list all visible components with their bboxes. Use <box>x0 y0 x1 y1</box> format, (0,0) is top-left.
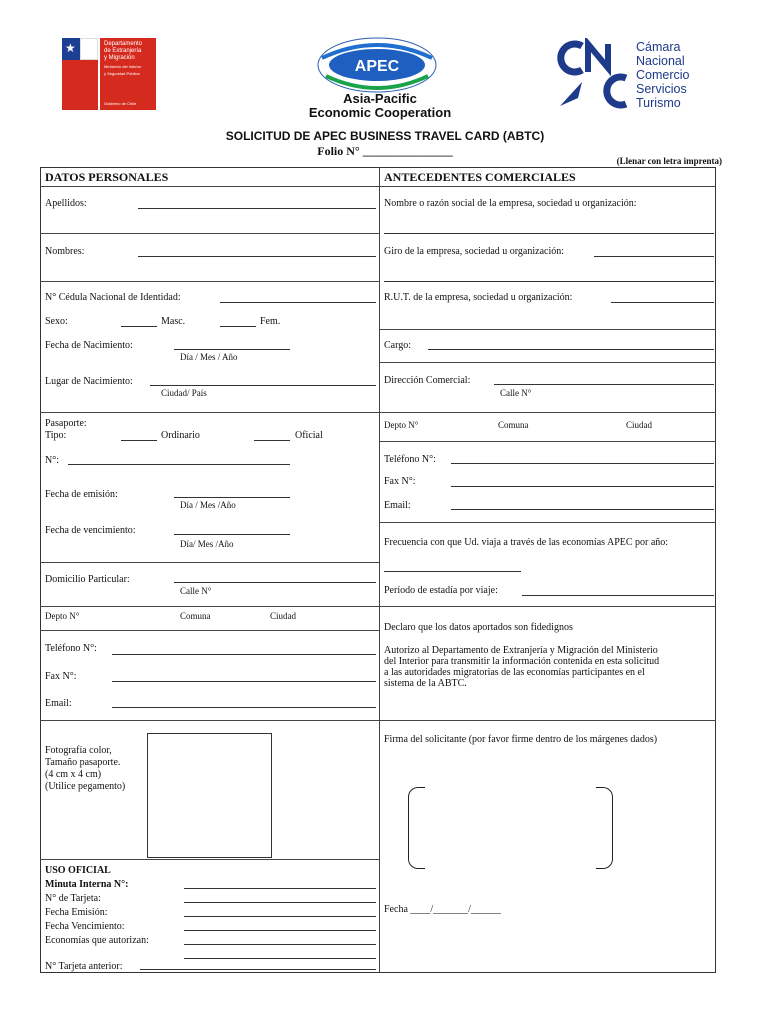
pasaporte-numero-input[interactable] <box>68 464 290 465</box>
masc-input[interactable] <box>121 326 157 327</box>
signature-bracket-right <box>596 787 613 869</box>
apec-mark: APEC <box>354 58 400 75</box>
divider <box>40 186 379 187</box>
direccion-label: Dirección Comercial: <box>384 375 471 386</box>
divider <box>379 606 716 607</box>
depto-label-left: Depto N° <box>45 611 80 621</box>
cnc-logo-text <box>636 40 690 110</box>
divider <box>379 522 716 523</box>
ordinario-label: Ordinario <box>161 430 200 441</box>
cedula-input[interactable] <box>220 302 376 303</box>
lugar-nacimiento-label: Lugar de Nacimiento: <box>45 376 133 387</box>
nombres-label: Nombres: <box>45 246 85 257</box>
fax-input-right[interactable] <box>451 486 714 487</box>
signature-area[interactable] <box>424 787 596 867</box>
ordinario-input[interactable] <box>121 440 157 441</box>
fecha-emision2-input[interactable] <box>184 916 376 917</box>
gob-footer: Gobierno de Chile <box>104 101 137 106</box>
gobierno-logo-text <box>100 38 156 110</box>
foto-line1: Fotografía color, <box>45 745 112 756</box>
nombre-empresa-label: Nombre o razón social de la empresa, sociedad u organización: <box>384 198 637 209</box>
giro-input-2[interactable] <box>384 281 714 282</box>
cargo-input[interactable] <box>428 349 714 350</box>
divider <box>40 859 379 860</box>
datos-personales-heading: DATOS PERSONALES <box>45 170 169 184</box>
print-note: (Llenar con letra imprenta) <box>616 156 722 166</box>
autorizo-line2: del Interior para transmitir la información contenida en esta solicitud <box>384 656 660 667</box>
telefono-input-left[interactable] <box>112 654 376 655</box>
giro-input[interactable] <box>594 256 714 257</box>
autorizo-line1: Autorizo al Departamento de Extranjería y Migración del Ministerio <box>384 645 658 656</box>
gob-line2: de Extranjería <box>104 48 142 54</box>
cargo-label: Cargo: <box>384 340 412 351</box>
divider <box>379 412 716 413</box>
pasaporte-label: Pasaporte: <box>45 418 87 429</box>
minuta-label: Minuta Interna N°: <box>45 879 129 890</box>
ciudad-label-left: Ciudad <box>270 611 296 621</box>
fax-label-right: Fax N°: <box>384 476 416 487</box>
divider <box>40 606 379 607</box>
divider <box>379 441 716 442</box>
lugar-nacimiento-input[interactable] <box>150 385 376 386</box>
comuna-label-right: Comuna <box>498 420 529 430</box>
apec-logo-icon <box>316 36 438 94</box>
domicilio-hint: Calle N° <box>180 586 212 596</box>
ciudad-label-right: Ciudad <box>626 420 652 430</box>
folio-field[interactable]: Folio N° _______________ <box>317 144 453 158</box>
gob-line4: Ministerio del Interior <box>104 64 142 69</box>
foto-line4: (Utilice pegamento) <box>45 781 126 792</box>
fecha-venc2-label: Fecha Vencimiento: <box>45 921 125 932</box>
fecha-nacimiento-input[interactable] <box>174 349 290 350</box>
firma-label: Firma del solicitante (por favor firme dentro de los márgenes dados) <box>384 734 658 745</box>
oficial-input[interactable] <box>254 440 290 441</box>
chile-flag-icon: ★ <box>62 38 98 110</box>
telefono-label-right: Teléfono N°: <box>384 454 436 465</box>
depto-label-right: Depto N° <box>384 420 419 430</box>
fecha-nacimiento-label: Fecha de Nacimiento: <box>45 340 133 351</box>
fax-label-left: Fax N°: <box>45 671 77 682</box>
divider <box>40 281 379 282</box>
signature-bracket-left <box>408 787 425 869</box>
economias-input-2[interactable] <box>184 958 376 959</box>
fecha-firma[interactable]: Fecha ____/_______/______ <box>384 904 501 915</box>
comuna-label-left: Comuna <box>180 611 211 621</box>
fecha-emision-hint: Día / Mes /Año <box>180 500 236 510</box>
apec-name-line2: Economic Cooperation <box>308 105 452 120</box>
rut-label: R.U.T. de la empresa, sociedad u organización: <box>384 292 573 303</box>
economias-label: Economías que autorizan: <box>45 935 149 946</box>
rut-input[interactable] <box>611 302 714 303</box>
fax-input-left[interactable] <box>112 681 376 682</box>
cnc-line: Comercio <box>636 68 690 82</box>
domicilio-input[interactable] <box>174 582 376 583</box>
nombre-empresa-input[interactable] <box>384 233 714 234</box>
cedula-label: N° Cédula Nacional de Identidad: <box>45 292 181 303</box>
gob-line1: Departamento <box>104 41 143 47</box>
apellidos-label: Apellidos: <box>45 198 87 209</box>
sexo-label: Sexo: <box>45 316 68 327</box>
apellidos-input[interactable] <box>138 208 376 209</box>
divider <box>40 630 379 631</box>
direccion-input[interactable] <box>494 384 714 385</box>
form-frame <box>40 167 716 973</box>
divider <box>379 362 716 363</box>
fecha-emision-label: Fecha de emisión: <box>45 489 118 500</box>
n-tarjeta-label: N° de Tarjeta: <box>45 893 101 904</box>
masc-label: Masc. <box>161 316 186 327</box>
email-input-right[interactable] <box>451 509 714 510</box>
fecha-venc2-input[interactable] <box>184 930 376 931</box>
tipo-label: Tipo: <box>45 430 67 441</box>
giro-label: Giro de la empresa, sociedad u organización: <box>384 246 565 257</box>
fecha-emision-input[interactable] <box>174 497 290 498</box>
fecha-emision2-label: Fecha Emisión: <box>45 907 108 918</box>
gob-line5: y Seguridad Pública <box>104 71 140 76</box>
direccion-hint: Calle N° <box>500 388 532 398</box>
email-label-left: Email: <box>45 698 72 709</box>
fecha-nacimiento-hint: Día / Mes / Año <box>180 352 238 362</box>
uso-oficial-heading: USO OFICIAL <box>45 865 111 876</box>
email-label-right: Email: <box>384 500 411 511</box>
divider <box>40 412 379 413</box>
email-input-left[interactable] <box>112 707 376 708</box>
cnc-mark: CNC <box>556 38 559 39</box>
domicilio-label: Domicilio Particular: <box>45 574 130 585</box>
divider <box>379 186 716 187</box>
declaro-text: Declaro que los datos aportados son fidedignos <box>384 622 573 633</box>
lugar-nacimiento-hint: Ciudad/ País <box>161 388 207 398</box>
cnc-line: Nacional <box>636 54 685 68</box>
frecuencia-label: Frecuencia con que Ud. viaja a través de las economías APEC por año: <box>384 537 669 548</box>
apec-name <box>300 92 460 120</box>
cnc-line: Turismo <box>636 96 681 110</box>
fem-input[interactable] <box>220 326 256 327</box>
telefono-label-left: Teléfono N°: <box>45 643 97 654</box>
foto-line3: (4 cm x 4 cm) <box>45 769 102 780</box>
minuta-input[interactable] <box>184 888 376 889</box>
fecha-vencimiento-hint: Día/ Mes /Año <box>180 539 234 549</box>
frecuencia-input[interactable] <box>384 571 521 572</box>
form-title: SOLICITUD DE APEC BUSINESS TRAVEL CARD (ABTC) <box>225 129 545 143</box>
autorizo-line4: sistema de la ABTC. <box>384 678 467 689</box>
gob-line3: y Migración <box>104 55 135 61</box>
telefono-input-right[interactable] <box>451 463 714 464</box>
divider <box>379 720 716 721</box>
divider <box>40 233 379 234</box>
cnc-logo-icon <box>556 38 632 110</box>
tarjeta-anterior-input[interactable] <box>140 969 376 970</box>
cnc-line: Servicios <box>636 82 687 96</box>
economias-input[interactable] <box>184 944 376 945</box>
column-divider <box>379 167 380 973</box>
periodo-label: Período de estadía por viaje: <box>384 585 498 596</box>
divider <box>40 562 379 563</box>
periodo-input[interactable] <box>522 595 714 596</box>
autorizo-line3: a las autoridades migratorias de las economías participantes en el <box>384 667 645 678</box>
divider <box>379 329 716 330</box>
oficial-label: Oficial <box>295 430 323 441</box>
photo-box[interactable] <box>147 733 272 858</box>
fecha-vencimiento-input[interactable] <box>174 534 290 535</box>
n-tarjeta-input[interactable] <box>184 902 376 903</box>
divider <box>40 720 379 721</box>
nombres-input[interactable] <box>138 256 376 257</box>
fecha-vencimiento-label: Fecha de vencimiento: <box>45 525 136 536</box>
cnc-line: Cámara <box>636 40 681 54</box>
antecedentes-heading: ANTECEDENTES COMERCIALES <box>384 170 576 184</box>
foto-line2: Tamaño pasaporte. <box>45 757 121 768</box>
tarjeta-anterior-label: N° Tarjeta anterior: <box>45 961 123 972</box>
pasaporte-numero-label: N°: <box>45 455 59 466</box>
fem-label: Fem. <box>260 316 281 327</box>
apec-name-line1: Asia-Pacific <box>343 91 417 106</box>
